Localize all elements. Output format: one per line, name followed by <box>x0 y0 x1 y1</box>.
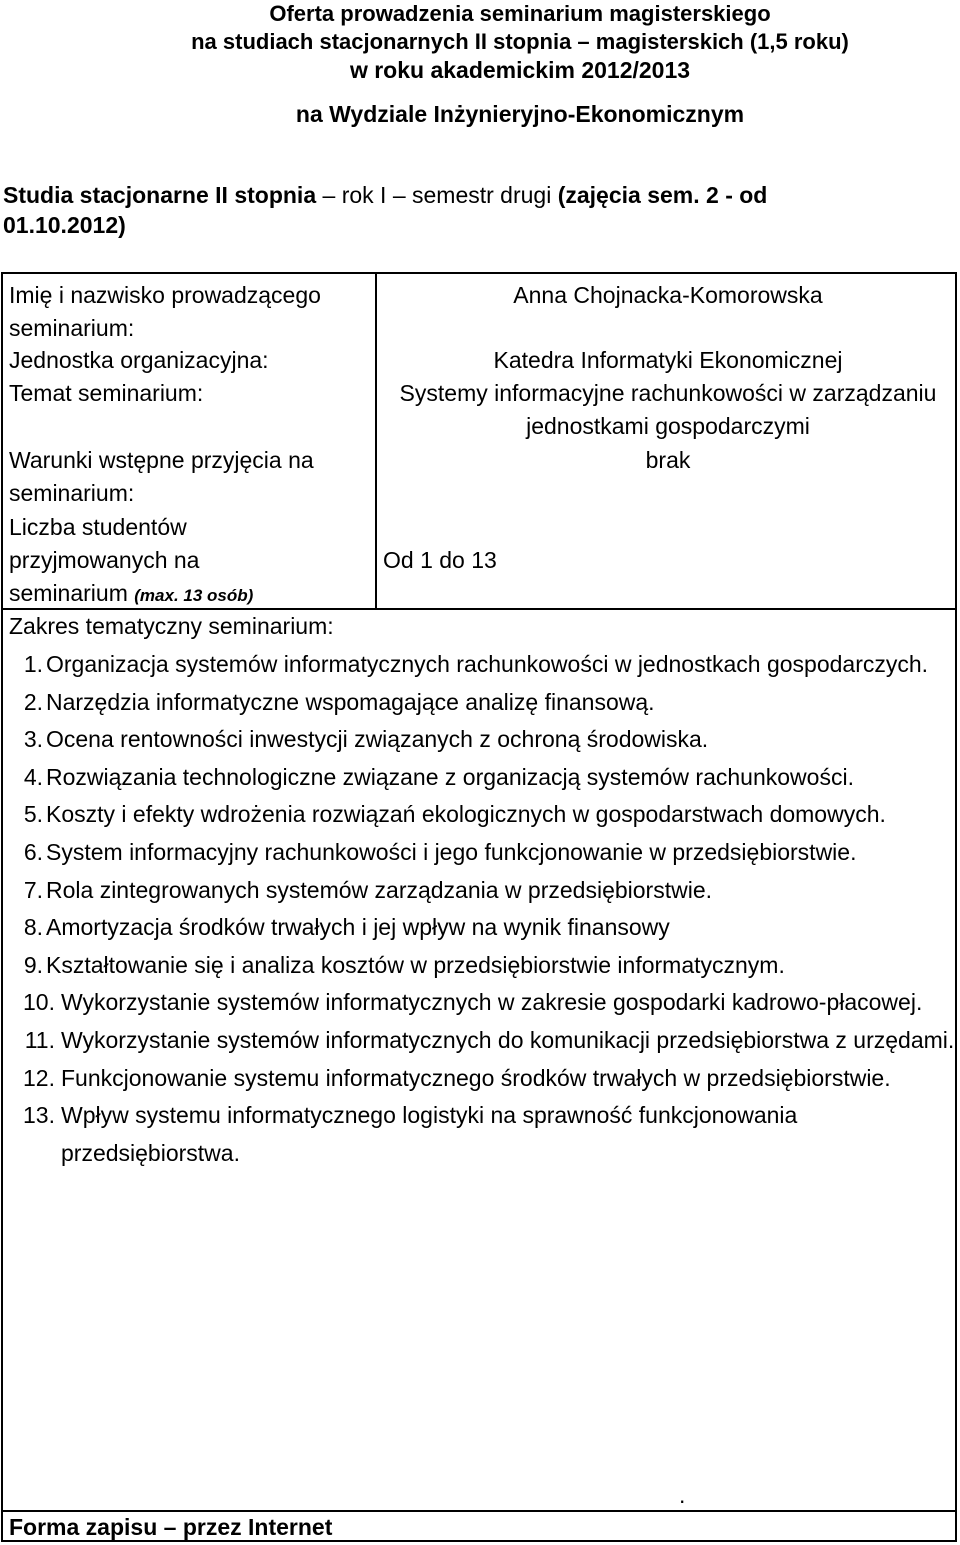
instructor-label: Imię i nazwisko prowadzącego seminarium: <box>9 282 321 341</box>
list-item <box>3 947 955 985</box>
list-item-number: 1. <box>23 651 43 677</box>
requirements-value: brak <box>645 447 691 473</box>
list-item-number: 13. <box>23 1102 55 1129</box>
column-divider <box>375 274 377 608</box>
list-item-number: 4. <box>23 763 43 790</box>
students-count-label <box>9 511 259 612</box>
seminar-table <box>1 272 957 1542</box>
trailing-dot: . <box>679 1482 686 1508</box>
list-item <box>3 796 955 834</box>
scope-label: Zakres tematyczny seminarium: <box>9 613 334 639</box>
list-item-number: 3. <box>23 726 43 753</box>
list-item-number: 10. <box>23 989 55 1016</box>
header-line-3: w roku akademickim 2012/2013 <box>349 57 691 83</box>
list-item-text: Koszty i efekty wdrożenia rozwiązań ekologicznych w gospodarstwach domowych. <box>46 801 886 828</box>
list-item-text: Ocena rentowności inwestycji związanych z ochroną środowiska. <box>46 726 709 753</box>
list-item <box>3 721 955 759</box>
header-line-2: na studiach stacjonarnych II stopnia – magisterskich (1,5 roku) <box>191 29 849 54</box>
list-item <box>3 1097 955 1172</box>
list-item <box>3 684 955 722</box>
list-item <box>3 984 955 1022</box>
topic-label: Temat seminarium: <box>9 380 204 406</box>
requirements-label: Warunki wstępne przyjęcia na seminarium: <box>9 447 314 506</box>
header-line-4: na Wydziale Inżynieryjno-Ekonomicznym <box>295 101 745 127</box>
list-item-number: 11. <box>24 1026 55 1053</box>
list-item <box>3 909 955 947</box>
list-item-number: 5. <box>23 801 43 828</box>
list-item-text: Rozwiązania technologiczne związane z organizacją systemów rachunkowości. <box>46 763 854 790</box>
list-item-number: 2. <box>23 688 43 715</box>
study-date: (zajęcia sem. 2 - od <box>557 182 768 208</box>
students-count-max: (max. 13 osób) <box>134 586 254 605</box>
topics-list <box>3 646 955 1172</box>
unit-value: Katedra Informatyki Ekonomicznej <box>493 347 843 373</box>
study-info <box>3 180 960 210</box>
list-item-text: Amortyzacja środków trwałych i jej wpływ na wynik finansowy <box>46 914 670 941</box>
list-item-number: 6. <box>23 838 43 865</box>
list-item-text: Narzędzia informatyczne wspomagające analizę finansową. <box>46 688 655 715</box>
list-item-text: Rola zintegrowanych systemów zarządzania w przedsiębiorstwie. <box>46 876 713 903</box>
instructor-value: Anna Chojnacka-Komorowska <box>513 282 823 308</box>
list-item-text: Wykorzystanie systemów informatycznych do komunikacji przedsiębiorstwa z urzędami. <box>61 1026 955 1053</box>
header-line-1: Oferta prowadzenia seminarium magisterskiego <box>269 1 771 26</box>
list-item-text: Wpływ systemu informatycznego logistyki na sprawność funkcjonowania przedsiębiorstwa. <box>61 1102 798 1166</box>
list-item <box>3 1022 955 1060</box>
list-item <box>3 872 955 910</box>
students-count-text: Liczba studentów przyjmowanych na seminarium <box>9 514 200 606</box>
list-item-text: Kształtowanie się i analiza kosztów w przedsiębiorstwie informatycznym. <box>46 951 785 978</box>
study-year: – rok I – semestr drugi <box>316 182 558 208</box>
registration-form: Forma zapisu – przez Internet <box>9 1514 333 1540</box>
study-date-continued: 01.10.2012) <box>3 212 126 238</box>
list-item-number: 9. <box>23 951 43 978</box>
list-item-number: 12. <box>23 1064 55 1091</box>
list-item-number: 7. <box>23 876 43 903</box>
list-item-text: Organizacja systemów informatycznych rachunkowości w jednostkach gospodarczych. <box>46 651 929 677</box>
list-item <box>3 646 955 684</box>
list-item <box>3 1060 955 1098</box>
list-item-number: 8. <box>23 914 43 941</box>
unit-label: Jednostka organizacyjna: <box>9 347 269 373</box>
students-count-value: Od 1 do 13 <box>383 547 497 573</box>
study-type: Studia stacjonarne II stopnia <box>3 182 317 208</box>
list-item-text: Funkcjonowanie systemu informatycznego środków trwałych w przedsiębiorstwie. <box>61 1064 891 1091</box>
list-item <box>3 759 955 797</box>
list-item-text: Wykorzystanie systemów informatycznych w zakresie gospodarki kadrowo-płacowej. <box>61 989 923 1016</box>
list-item-text: System informacyjny rachunkowości i jego funkcjonowanie w przedsiębiorstwie. <box>46 838 857 865</box>
topic-value: Systemy informacyjne rachunkowości w zarządzaniu jednostkami gospodarczymi <box>399 380 937 439</box>
list-item <box>3 834 955 872</box>
